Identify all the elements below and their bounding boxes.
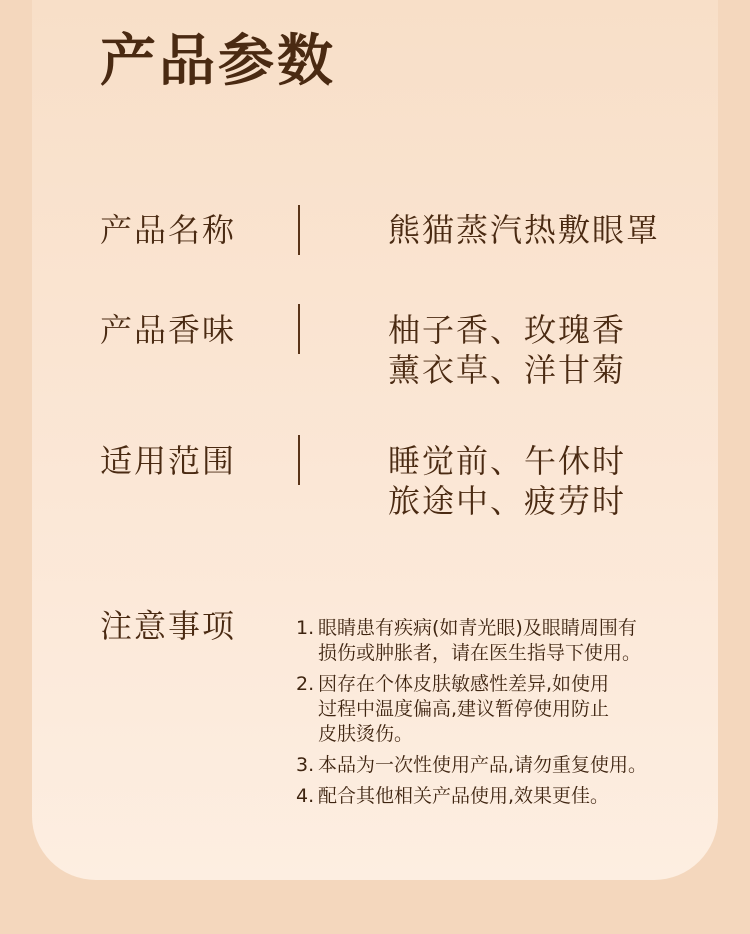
param-value <box>388 210 660 250</box>
param-value <box>388 441 626 521</box>
note-line: 皮肤烫伤。 <box>318 723 414 745</box>
note-line: 眼睛患有疾病(如青光眼)及眼睛周围有 <box>318 617 637 639</box>
list-item <box>296 616 696 666</box>
note-number: 3. <box>296 754 315 776</box>
note-line: 配合其他相关产品使用,效果更佳。 <box>318 785 610 807</box>
note-line: 本品为一次性使用产品,请勿重复使用。 <box>318 754 648 776</box>
note-text <box>318 784 696 809</box>
param-value <box>388 310 626 390</box>
note-text <box>318 672 696 747</box>
param-value-line: 旅途中、疲劳时 <box>388 482 627 520</box>
note-line: 损伤或肿胀者，请在医生指导下使用。 <box>318 642 642 664</box>
list-item <box>296 672 696 747</box>
param-value-line: 睡觉前、午休时 <box>388 442 627 480</box>
param-divider <box>298 205 300 255</box>
list-item <box>296 784 696 809</box>
note-number: 4. <box>296 785 315 807</box>
note-number: 2. <box>296 673 315 695</box>
note-line: 过程中温度偏高,建议暂停使用防止 <box>318 698 610 720</box>
notes-list <box>296 616 696 815</box>
param-divider <box>298 435 300 485</box>
notes-label: 注意事项 <box>100 607 237 645</box>
param-value-line: 薰衣草、洋甘菊 <box>388 351 627 389</box>
list-item <box>296 753 696 778</box>
page-title: 产品参数 <box>100 29 336 94</box>
param-divider <box>298 304 300 354</box>
param-label: 产品香味 <box>100 311 237 349</box>
note-number: 1. <box>296 617 315 639</box>
param-value-line: 熊猫蒸汽热敷眼罩 <box>388 211 661 249</box>
param-label: 适用范围 <box>100 442 237 480</box>
note-line: 因存在个体皮肤敏感性差异,如使用 <box>318 673 610 695</box>
param-label: 产品名称 <box>100 211 237 249</box>
note-text <box>318 753 696 778</box>
note-text <box>318 616 696 666</box>
param-value-line: 柚子香、玫瑰香 <box>388 311 627 349</box>
